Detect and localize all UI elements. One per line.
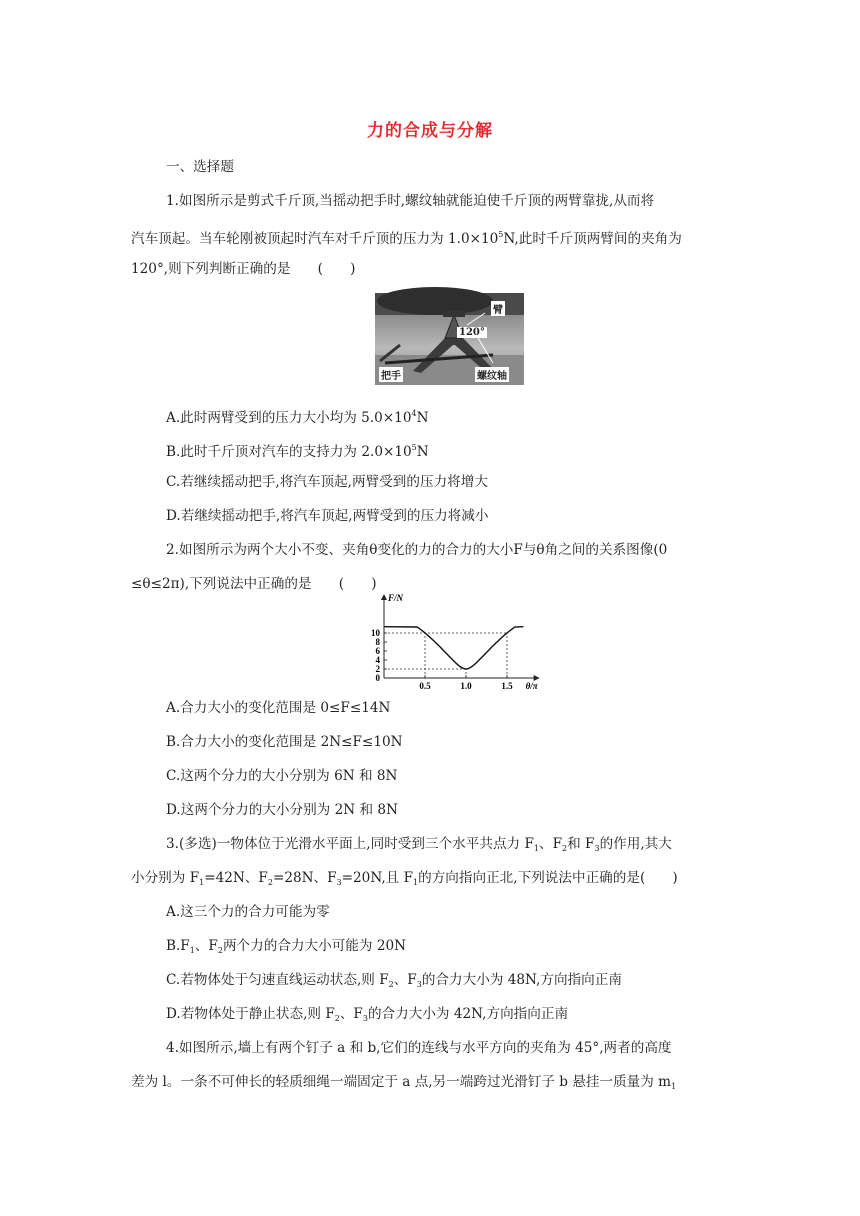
q3-text: 的作用,其大 [599, 836, 672, 852]
q2-stem-line1: 2.如图所示为两个大小不变、夹角θ变化的力的合力的大小F与θ角之间的关系图像(0 [166, 542, 668, 558]
q1-stem-line3: 120°,则下列判断正确的是 ( ) [131, 261, 356, 277]
q4-stem-line2 [131, 1072, 676, 1097]
subscript: 1 [533, 844, 539, 853]
x-axis-label: θ/π [525, 681, 538, 691]
q3-text: 小分别为 F [131, 870, 200, 886]
q1-option-b-unit: N [416, 444, 429, 460]
page-title: 力的合成与分解 [367, 121, 493, 141]
q2-option-a: A.合力大小的变化范围是 0≤F≤14N [166, 700, 391, 716]
y-tick-label: 10 [371, 628, 380, 638]
y-tick-label: 8 [375, 637, 380, 647]
q1-option-a-exp: 4 [411, 409, 417, 418]
label-handle: 把手 [379, 367, 403, 382]
q3-text: 的方向指向正北,下列说法中正确的是( ) [418, 870, 678, 886]
q3-option-c-text: 的合力大小为 48N,方向指向正南 [421, 972, 622, 988]
q3-text: 3.(多选)一物体位于光滑水平面上,同时受到三个水平共点力 F [166, 836, 534, 852]
y-axis-label: F/N [388, 593, 404, 603]
q3-option-d [166, 1004, 568, 1029]
label-angle: 120° [459, 327, 485, 338]
y-axis-arrow [381, 594, 387, 600]
q2-stem-line2: ≤θ≤2π),下列说法中正确的是 ( ) [131, 576, 377, 592]
q3-text: 和 F [567, 836, 595, 852]
q2-option-d: D.这两个分力的大小分别为 2N 和 8N [166, 802, 398, 818]
section-heading: 一、选择题 [166, 159, 234, 175]
y-tick-label: 6 [375, 646, 380, 656]
q1-option-b-exp: 5 [411, 443, 417, 452]
subscript: 2 [388, 980, 394, 989]
q4-stem-line1: 4.如图所示,墙上有两个钉子 a 和 b,它们的连线与水平方向的夹角为 45°,两者的高度 [166, 1040, 672, 1056]
q3-option-b [166, 936, 406, 961]
force-angle-chart [358, 592, 538, 694]
scissor-jack-photo [375, 293, 524, 385]
q1-option-b [166, 438, 429, 462]
q2-option-c: C.这两个分力的大小分别为 6N 和 8N [166, 768, 398, 784]
q1-option-d: D.若继续摇动把手,将汽车顶起,两臂受到的压力将减小 [166, 508, 489, 524]
q1-exponent: 5 [498, 230, 504, 239]
q3-text: 、F [539, 836, 563, 852]
subscript: 2 [217, 946, 223, 955]
q3-option-b-text: 两个力的合力大小可能为 20N [222, 938, 407, 954]
q1-stem-line2 [131, 225, 682, 249]
label-arm: 臂 [491, 301, 505, 316]
x-tick-label: 1.0 [460, 681, 472, 691]
subscript: 3 [336, 878, 342, 887]
x-tick-label: 0.5 [419, 681, 431, 691]
q1-option-a-text: A.此时两臂受到的压力大小均为 5.0×10 [166, 410, 412, 426]
q3-text: =42N、F [204, 870, 268, 886]
q1-text: N,此时千斤顶两臂间的夹角为 [503, 231, 682, 247]
subscript: 2 [267, 878, 273, 887]
q3-option-a: A.这三个力的合力可能为零 [166, 904, 330, 920]
q1-text: 汽车顶起。当车轮刚被顶起时汽车对千斤顶的压力为 1.0×10 [131, 231, 499, 247]
q3-option-d-text: 的合力大小为 42N,方向指向正南 [367, 1006, 569, 1022]
x-tick-label: 1.5 [501, 681, 513, 691]
q3-stem-line1 [166, 834, 672, 859]
y-tick-label: 2 [375, 664, 380, 674]
q1-option-a-unit: N [416, 410, 429, 426]
q3-option-b-text: B.F [166, 938, 190, 954]
q1-option-c: C.若继续摇动把手,将汽车顶起,两臂受到的压力将增大 [166, 474, 488, 490]
q2-option-b: B.合力大小的变化范围是 2N≤F≤10N [166, 734, 403, 750]
subscript: 2 [334, 1014, 340, 1023]
subscript: 3 [362, 1014, 368, 1023]
subscript: 2 [562, 844, 568, 853]
q4-text: 差为 l。一条不可伸长的轻质细绳一端固定于 a 点,另一端跨过光滑钉子 b 悬挂一质量为 m [131, 1074, 672, 1090]
q3-option-d-text: D.若物体处于静止状态,则 F [166, 1006, 335, 1022]
subscript: 3 [416, 980, 422, 989]
subscript: 3 [594, 844, 600, 853]
q3-text: =20N,且 F [341, 870, 414, 886]
q3-option-c-text: C.若物体处于匀速直线运动状态,则 F [166, 972, 389, 988]
y-tick-label: 0 [375, 673, 380, 683]
q3-option-d-text: 、F [339, 1006, 363, 1022]
subscript: 1 [199, 878, 205, 887]
q1-option-a [166, 404, 428, 428]
q3-option-b-text: 、F [194, 938, 218, 954]
subscript: 1 [189, 946, 195, 955]
subscript: 1 [671, 1082, 677, 1091]
label-screw: 螺纹轴 [475, 367, 509, 382]
q3-stem-line2 [131, 868, 678, 893]
q3-option-c-text: 、F [393, 972, 417, 988]
q1-stem-line1: 1.如图所示是剪式千斤顶,当摇动把手时,螺纹轴就能迫使千斤顶的两臂靠拢,从而将 [166, 193, 655, 209]
subscript: 1 [413, 878, 419, 887]
q3-option-c [166, 970, 622, 995]
y-tick-label: 4 [375, 655, 380, 665]
q1-option-b-text: B.此时千斤顶对汽车的支持力为 2.0×10 [166, 444, 412, 460]
q3-text: =28N、F [272, 870, 337, 886]
